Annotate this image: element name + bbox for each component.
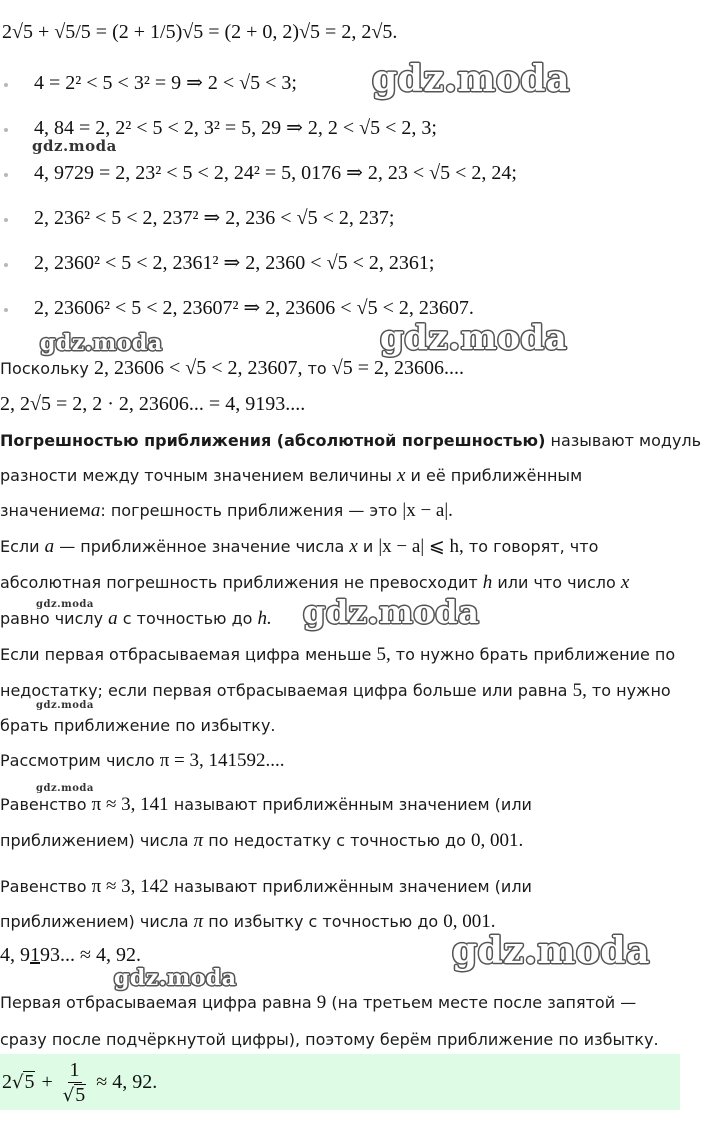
approx-line [0, 944, 141, 967]
since-prefix: Поскольку [0, 359, 89, 378]
answer-formula [2, 1056, 157, 1108]
var-x: x [620, 572, 630, 593]
if-line-3 [0, 609, 272, 629]
text: недостатку; если первая отбрасываемая цифра больше или равна [0, 681, 568, 700]
var-a: a [90, 500, 101, 521]
watermark: gdz.moda [36, 599, 94, 610]
answer-coef: 2 [2, 1070, 12, 1093]
answer-fraction [61, 1058, 88, 1107]
var-h: h [482, 572, 493, 593]
bullet-item: 4, 9729 = 2, 23² < 5 < 2, 24² = 5, 0176 ⇒ 2, 23 < √5 < 2, 24; [34, 162, 517, 184]
bullet-item: 4, 84 = 2, 2² < 5 < 2, 3² = 5, 29 ⇒ 2, 2 < √5 < 2, 3; [34, 117, 437, 139]
definition-line-1 [0, 431, 701, 451]
definition-line-3 [0, 501, 453, 521]
text: — приближённое значение числа [59, 537, 345, 556]
text: по недостатку с точностью до [208, 831, 466, 850]
text: то говорят, что [468, 537, 599, 556]
approx-post: 93... ≈ 4, 92. [40, 944, 141, 966]
sqrt-sign: √ [62, 1084, 75, 1106]
pi-line [0, 751, 285, 771]
text: Если первая отбрасываемая цифра меньше [0, 645, 372, 664]
first-digit-line-2: сразу после подчёркнутой цифры), поэтому берём приближение по избытку. [0, 1030, 659, 1049]
number: 5, [376, 644, 391, 665]
fraction-denominator [61, 1083, 88, 1107]
since-line [0, 357, 464, 380]
sqrt-sign: √ [12, 1071, 24, 1093]
text: называют приближённым значением (или [173, 877, 532, 896]
var-a: a [44, 536, 55, 557]
watermark: gdz.moda [40, 330, 163, 356]
answer-result: ≈ 4, 92. [96, 1070, 158, 1093]
watermark: gdz.moda [452, 930, 650, 972]
rule-line-1 [0, 645, 675, 665]
pi-high-line-1 [0, 877, 532, 897]
watermark: gdz.moda [32, 137, 117, 155]
plus-sign: + [41, 1070, 53, 1093]
bullet-dot [4, 173, 8, 177]
definition-text: : погрешность приближения — это [100, 501, 398, 520]
bullet-dot [4, 128, 8, 132]
text: то нужно [591, 681, 671, 700]
pi-value: π = 3, 141592.... [159, 750, 285, 771]
definition-text: значением [0, 501, 91, 520]
var-x: x [349, 536, 358, 557]
pi-low-line-1 [0, 795, 532, 815]
if-line-1 [0, 537, 598, 557]
watermark: gdz.moda [114, 965, 237, 991]
text: и [362, 537, 374, 556]
bullet-item: 2, 2360² < 5 < 2, 2361² ⇒ 2, 2360 < √5 < 2, 2361; [34, 252, 435, 274]
text: называют приближённым значением (или [173, 795, 532, 814]
underlined-digit: 1 [30, 944, 40, 966]
bullet-item: 2, 236² < 5 < 2, 237² ⇒ 2, 236 < √5 < 2, 237; [34, 207, 395, 229]
abs-error-formula: |x − a|. [402, 500, 453, 521]
formula-top [2, 2, 397, 62]
text: Равенство [0, 795, 87, 814]
bullet-item: 2, 23606² < 5 < 2, 23607² ⇒ 2, 23606 < √5 < 2, 23607. [34, 297, 474, 319]
watermark: gdz.moda [303, 593, 480, 631]
text: по избытку с точностью до [208, 912, 439, 931]
pi-approx: π ≈ 3, 142 [91, 876, 169, 897]
formula-top-text: 2√5 + √5/5 = (2 + 1/5)√5 = (2 + 0, 2)√5 = 2, 2√5. [2, 20, 398, 43]
var-a: a [108, 608, 118, 629]
since-mid: то [307, 359, 327, 378]
pi-approx: π ≈ 3, 141 [91, 794, 169, 815]
text: приближением) числа [0, 912, 189, 931]
number: 5, [572, 680, 587, 701]
bullet-dot [4, 263, 8, 267]
accuracy: 0, 001. [443, 911, 496, 932]
text: приближением) числа [0, 831, 189, 850]
text: или что число [497, 573, 616, 592]
since-math2: √5 = 2, 23606.... [331, 357, 465, 379]
text: с точностью до [122, 609, 253, 628]
definition-text: и её приближённым [410, 466, 583, 485]
pi-symbol: π [193, 830, 204, 851]
bullet-dot [4, 308, 8, 312]
definition-text: разности между точным значением величины [0, 466, 392, 485]
pi-low-line-2 [0, 831, 523, 851]
accuracy: 0, 001. [470, 830, 524, 851]
text: Первая отбрасываемая цифра равна [0, 993, 312, 1012]
if-line-2 [0, 573, 629, 593]
pi-symbol: π [193, 911, 204, 932]
var-x: x [396, 465, 406, 486]
digit: 9 [316, 992, 327, 1013]
text: равно числу [0, 609, 104, 628]
text: Если [0, 537, 40, 556]
pi-high-line-2 [0, 912, 496, 932]
bullet-item: 4 = 2² < 5 < 3² = 9 ⇒ 2 < √5 < 3; [34, 72, 297, 94]
bullet-dot [4, 218, 8, 222]
fraction-numerator: 1 [69, 1058, 80, 1081]
text: то нужно брать приближение по [395, 645, 676, 664]
product-line: 2, 2√5 = 2, 2 · 2, 23606... = 4, 9193.... [0, 393, 306, 415]
text: (на третьем месте после запятой — [331, 993, 637, 1012]
definition-term: Погрешностью приближения (абсолютной погрешностью) [0, 431, 546, 450]
watermark: gdz.moda [380, 318, 568, 358]
watermark: gdz.moda [36, 783, 94, 794]
definition-line-2 [0, 466, 582, 486]
approx-pre: 4, 9 [0, 944, 30, 966]
bullet-dot [4, 83, 8, 87]
definition-text: называют модуль [550, 431, 701, 450]
text: Рассмотрим число [0, 751, 155, 770]
answer-radicand: 5 [24, 1071, 35, 1093]
watermark: gdz.moda [372, 58, 570, 100]
inequality: |x − a| ⩽ h, [378, 536, 464, 557]
rule-line-3: брать приближение по избытку. [0, 716, 276, 735]
since-math1: 2, 23606 < √5 < 2, 23607, [93, 357, 303, 379]
var-h: h. [257, 608, 272, 629]
first-digit-line-1 [0, 993, 636, 1013]
text: Равенство [0, 877, 87, 896]
watermark: gdz.moda [36, 700, 94, 711]
text: абсолютная погрешность приближения не превосходит [0, 573, 478, 592]
rule-line-2 [0, 681, 671, 701]
denominator-radicand: 5 [75, 1083, 86, 1106]
